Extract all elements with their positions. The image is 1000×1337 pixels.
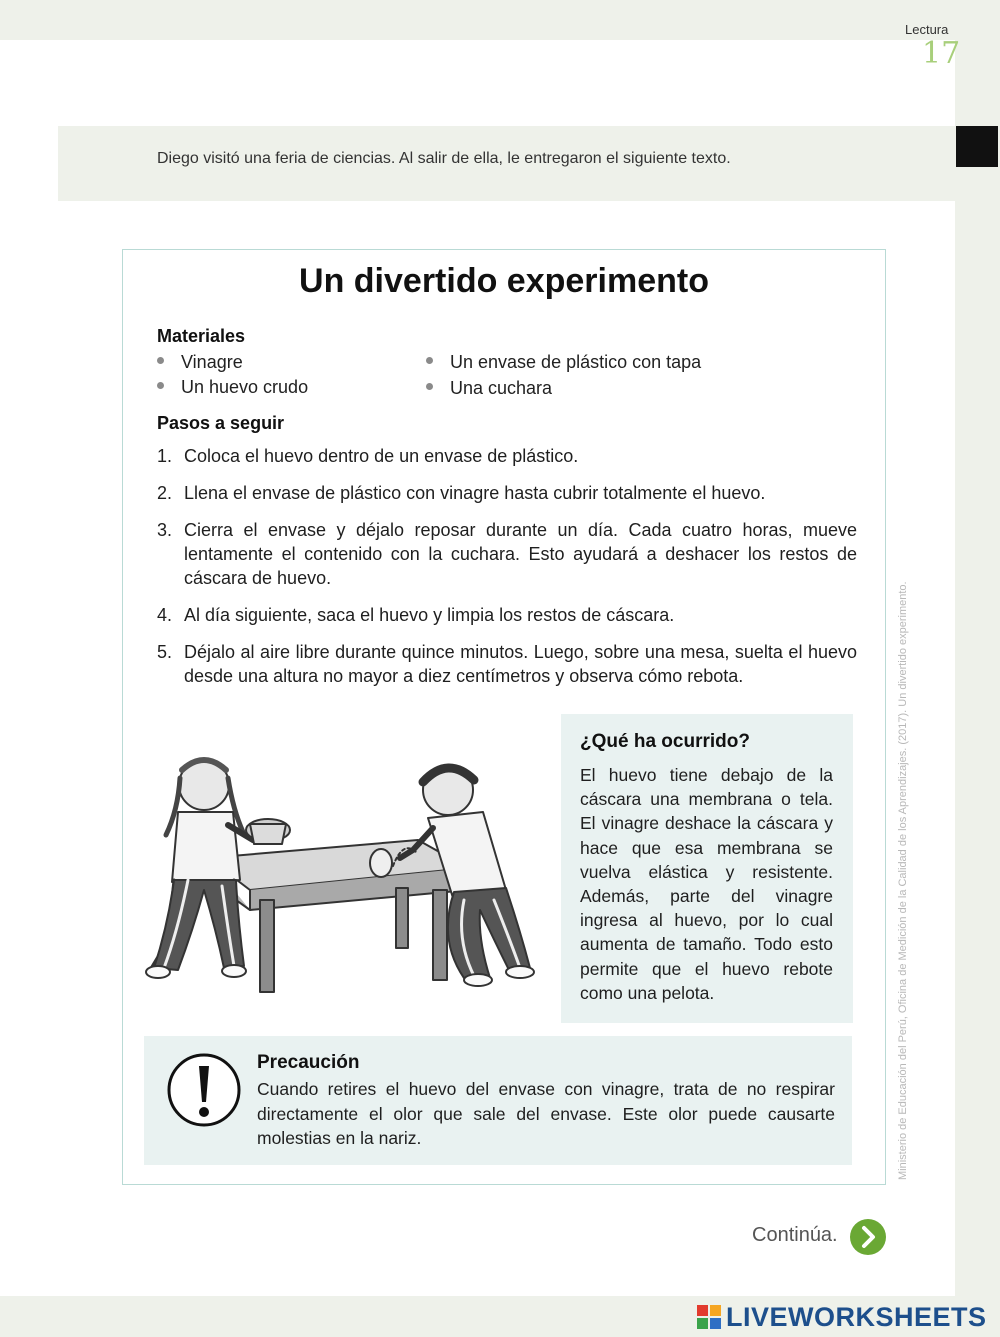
right-margin-band [955, 0, 1000, 1337]
article-title: Un divertido experimento [299, 262, 709, 300]
step-item: 5. Déjalo al aire libre durante quince minutos. Luego, sobre una mesa, suelta el huevo desde una altura no mayor a diez centímetros y observa cómo rebota. [157, 642, 857, 686]
bullet-icon [426, 357, 433, 364]
bullet-icon [426, 383, 433, 390]
step-item: 2. Llena el envase de plástico con vinagre hasta cubrir totalmente el huevo. [157, 483, 766, 503]
material-item: Un envase de plástico con tapa [426, 352, 701, 373]
bullet-icon [157, 357, 164, 364]
intro-text: Diego visitó una feria de ciencias. Al salir de ella, le entregaron el siguiente texto. [157, 150, 731, 167]
materials-heading: Materiales [157, 326, 246, 346]
source-credit: Ministerio de Educación del Perú, Oficina de Medición de la Calidad de los Aprendizajes. (2017). Un divertido experimento. [897, 581, 909, 1180]
caution-text: Cuando retires el huevo del envase con vinagre, trata de no respirar directamente el olor que sale del envase. Este olor puede causarte molestias en la nariz. [257, 1079, 835, 1148]
exclamation-icon [166, 1052, 242, 1128]
steps-heading: Pasos a seguir [157, 413, 285, 433]
liveworksheets-logo[interactable] [697, 1301, 992, 1333]
brand-name: LIVEWORKSHEETS [726, 1302, 987, 1332]
what-happened-title: ¿Qué ha ocurrido? [580, 731, 750, 752]
page-number: 17 [922, 36, 961, 71]
section-label: Lectura [905, 22, 949, 37]
what-happened-text: El huevo tiene debajo de la cáscara una membrana o tela. El vinagre deshace la cáscara y hace que esa membrana se vuelva elástica y resistente. Además, parte del vinagre ingresa al huevo, por lo cual aumenta de tamaño. Todo esto permite que el huevo rebote como una pelota. [580, 765, 833, 1003]
material-item: Una cuchara [426, 378, 552, 399]
page-tab-marker [956, 126, 998, 167]
bullet-icon [157, 382, 164, 389]
step-item: 1. Coloca el huevo dentro de un envase de plástico. [157, 446, 579, 466]
step-item: 3. Cierra el envase y déjalo reposar durante un día. Cada cuatro horas, mueve lentamente el contenido con la cuchara. Esto ayudará a deshacer los restos de cáscara de huevo. [157, 520, 857, 588]
material-item: Un huevo crudo [157, 377, 308, 398]
continue-arrow-icon[interactable] [849, 1218, 887, 1256]
caution-title: Precaución [257, 1052, 360, 1073]
top-band [0, 0, 1000, 40]
continue-label[interactable]: Continúa. [752, 1224, 838, 1246]
children-egg-experiment-illustration [138, 740, 538, 995]
step-item: 4. Al día siguiente, saca el huevo y limpia los restos de cáscara. [157, 605, 675, 625]
material-item: Vinagre [157, 352, 243, 373]
liveworksheets-mark-icon [697, 1305, 721, 1329]
